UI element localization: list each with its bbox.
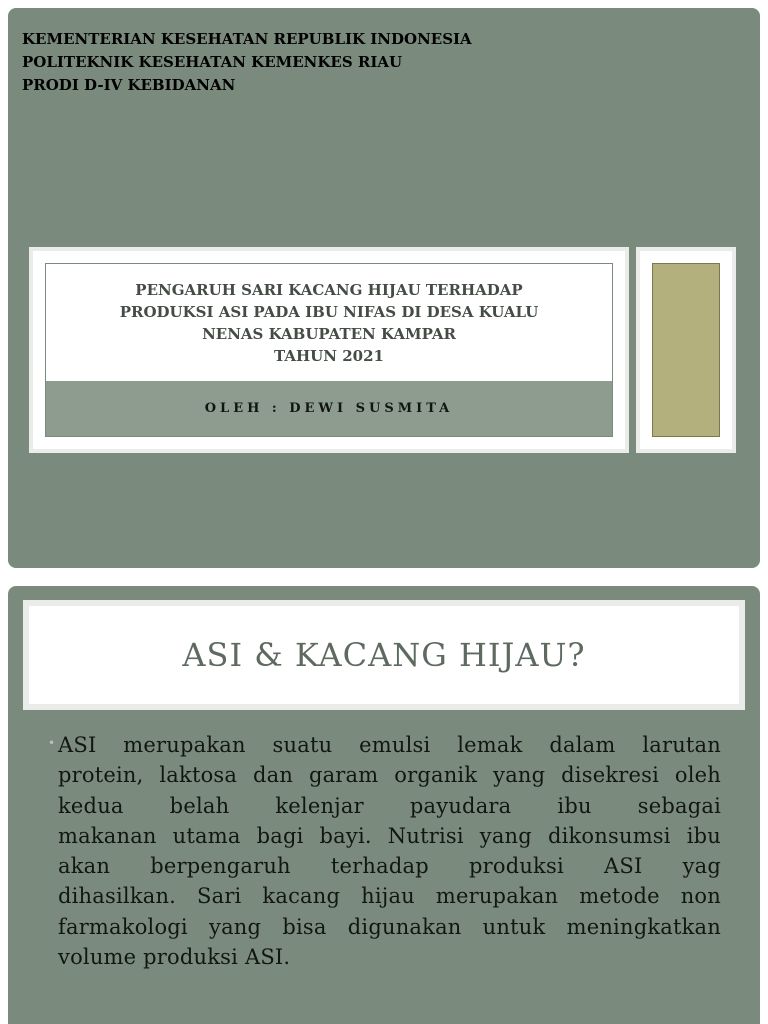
title-slide	[8, 8, 760, 568]
title-line: PENGARUH SARI KACANG HIJAU TERHADAP	[135, 280, 523, 299]
presentation-title	[46, 264, 612, 381]
accent-color-block	[652, 263, 720, 437]
title-line: NENAS KABUPATEN KAMPAR	[202, 324, 456, 343]
paragraph-line: protein, laktosa dan garam organik yang disekresi oleh	[58, 763, 721, 788]
title-line: PRODUKSI ASI PADA IBU NIFAS DI DESA KUALU	[119, 302, 539, 321]
content-slide	[8, 586, 760, 1024]
bullet-icon: •	[48, 736, 56, 750]
title-box-inner	[45, 263, 613, 437]
bullet-paragraph	[48, 730, 721, 972]
slide-heading: ASI & KACANG HIJAU?	[182, 636, 586, 674]
paragraph-line: makanan utama bagi bayi. Nutrisi yang dikonsumsi ibu	[58, 823, 721, 848]
institution-line-program: PRODI D-IV KEBIDANAN	[22, 76, 236, 94]
author-band	[46, 381, 612, 436]
institution-line-ministry: KEMENTERIAN KESEHATAN REPUBLIK INDONESIA	[22, 30, 472, 48]
institution-line-polytechnic: POLITEKNIK KESEHATAN KEMENKES RIAU	[22, 53, 403, 71]
accent-box	[636, 247, 736, 453]
paragraph-line: dihasilkan. Sari kacang hijau merupakan metode non	[58, 884, 721, 909]
author-label: OLEH : DEWI SUSMITA	[204, 401, 454, 416]
paragraph-line: ASI merupakan suatu emulsi lemak dalam larutan	[58, 733, 721, 757]
paragraph-line: kedua belah kelenjar payudara ibu sebagai	[58, 793, 721, 818]
paragraph-line: farmakologi yang bisa digunakan untuk meningkatkan	[58, 914, 721, 939]
paragraph-line: akan berpengaruh terhadap produksi ASI yag	[58, 854, 721, 879]
heading-box	[23, 600, 745, 710]
title-line-year: TAHUN 2021	[274, 346, 384, 365]
title-box	[29, 247, 629, 453]
institution-header	[22, 28, 472, 97]
paragraph-line-last: volume produksi ASI.	[58, 945, 291, 970]
